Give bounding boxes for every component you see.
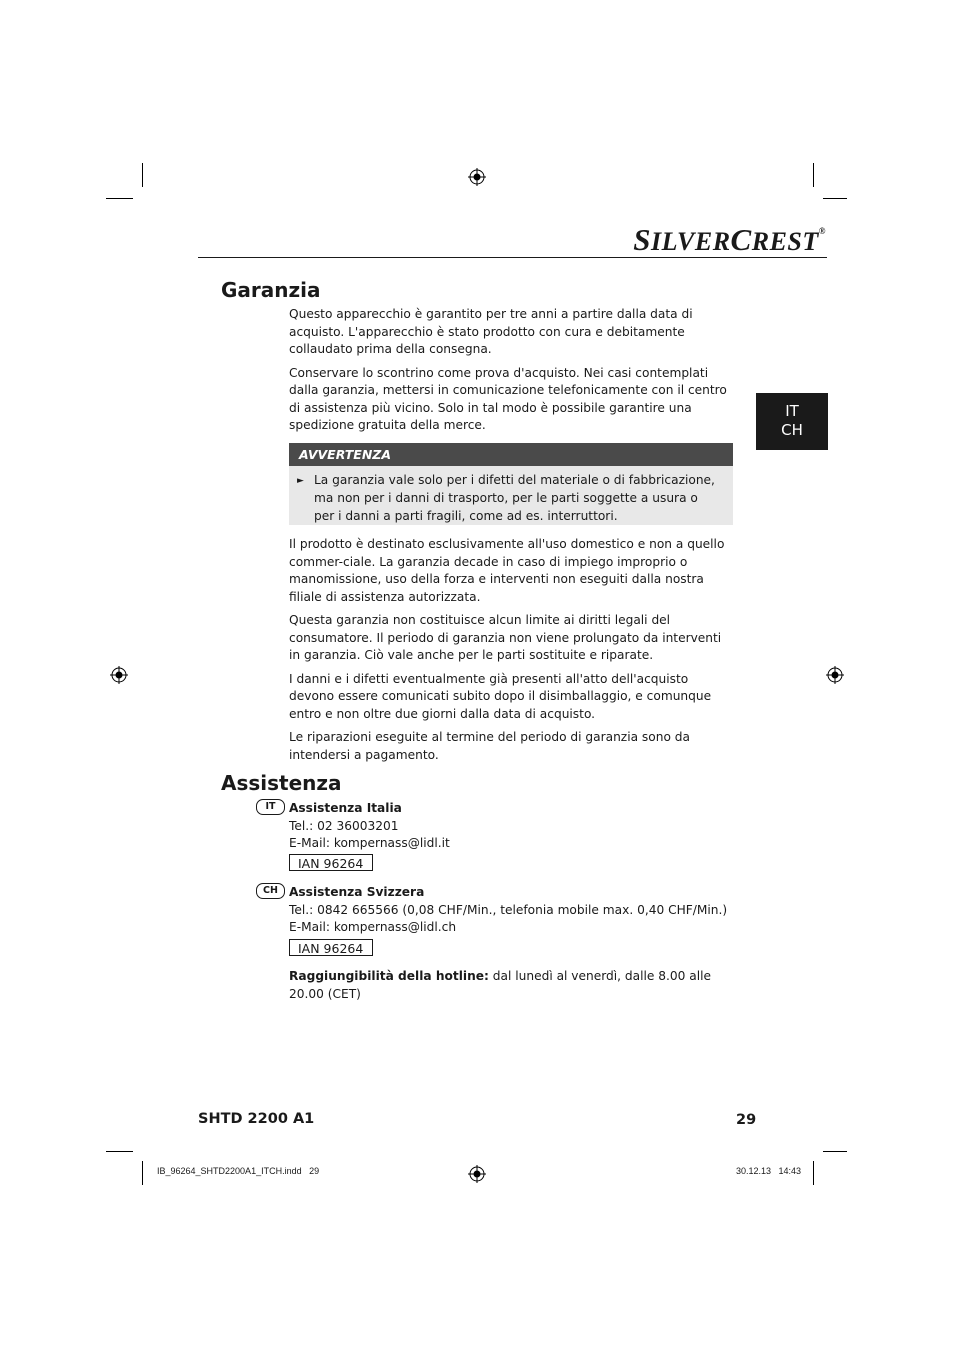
- paragraph: Questo apparecchio è garantito per tre anni a partire dalla data di acquisto. L'apparecchio è stato prodotto con cura e debitamente collaudato prima della consegna.: [289, 307, 693, 356]
- paragraph: Conservare lo scontrino come prova d'acquisto. Nei casi contemplati dalla garanzia, mettersi in comunicazione telefonicamente con il centro di assistenza più vicino. Solo in tal modo è possibile garantire una spedizione gratuita della merce.: [289, 365, 727, 432]
- paragraph: Questa garanzia non costituisce alcun limite ai diritti legali del consumatore. Il periodo di garanzia non viene prolungato da interventi in garanzia. Ciò vale anche per le parti sostituite e riparate.: [289, 613, 722, 662]
- crop-mark: [823, 198, 847, 199]
- service-svizzera: [289, 884, 749, 937]
- brand-logo: SILVERCREST®: [633, 222, 826, 257]
- crop-mark: [813, 163, 814, 187]
- language-tab-line: IT: [785, 402, 799, 420]
- crop-mark: [106, 1151, 133, 1152]
- hotline-label: Raggiungibilità della hotline:: [289, 969, 489, 983]
- ian-box: IAN 96264: [289, 854, 373, 871]
- warning-text: La garanzia vale solo per i difetti del materiale o di fabbricazione, ma non per i danni di trasporto, per le parti soggette a usura o per i danni a parti fragili, come ad es. interruttori.: [314, 473, 715, 523]
- section-title-assistenza: Assistenza: [221, 771, 342, 795]
- page-number: 29: [736, 1112, 757, 1128]
- hotline-text: dal lunedì al venerdì, dalle 8.00 alle 20.00 (CET): [289, 969, 712, 1001]
- paragraph: Il prodotto è destinato esclusivamente all'uso domestico e non a quello commer-ciale. La garanzia decade in caso di impiego improprio o manomissione, uso della forza e interventi non eseguiti dalla nostra filiale di assistenza autorizzata.: [289, 537, 725, 604]
- slug-date: 30.12.13 14:43: [736, 1166, 802, 1176]
- service-name: Assistenza Svizzera: [289, 885, 425, 899]
- garanzia-intro: [289, 306, 734, 441]
- garanzia-details: [289, 536, 734, 770]
- section-title-garanzia: Garanzia: [221, 278, 321, 302]
- service-name: Assistenza Italia: [289, 801, 402, 815]
- slug-file: IB_96264_SHTD2200A1_ITCH.indd 29: [157, 1166, 320, 1176]
- registration-mark-icon: [468, 1165, 486, 1183]
- hotline-info: [289, 968, 749, 1003]
- language-tab-line: CH: [781, 421, 803, 439]
- crop-mark: [823, 1151, 847, 1152]
- country-badge-it: IT: [256, 799, 285, 815]
- service-tel: Tel.: 0842 665566 (0,08 CHF/Min., telefonia mobile max. 0,40 CHF/Min.): [289, 902, 728, 917]
- registration-mark-icon: [826, 666, 844, 684]
- service-italia: [289, 800, 734, 853]
- service-email: E-Mail: kompernass@lidl.it: [289, 836, 450, 850]
- registration-mark-icon: [110, 666, 128, 684]
- crop-mark: [142, 1161, 143, 1185]
- service-tel: Tel.: 02 36003201: [289, 818, 399, 833]
- crop-mark: [106, 198, 133, 199]
- country-badge-ch: CH: [256, 883, 285, 899]
- paragraph: Le riparazioni eseguite al termine del periodo di garanzia sono da intendersi a pagamento.: [289, 730, 690, 762]
- crop-mark: [813, 1161, 814, 1185]
- warning-box: [289, 466, 733, 525]
- registration-mark-icon: [468, 168, 486, 186]
- warning-header: AVVERTENZA: [289, 443, 733, 466]
- model-name: SHTD 2200 A1: [198, 1111, 315, 1127]
- header-rule: [198, 257, 827, 258]
- ian-box: IAN 96264: [289, 939, 373, 956]
- service-email: E-Mail: kompernass@lidl.ch: [289, 920, 457, 934]
- language-tab: [756, 393, 828, 450]
- crop-mark: [142, 163, 143, 187]
- paragraph: I danni e i difetti eventualmente già presenti all'atto dell'acquisto devono essere comunicati subito dopo il disimballaggio, e comunque entro e non oltre due giorni dalla data di acquisto.: [289, 671, 712, 721]
- bullet-arrow-icon: ►: [297, 476, 304, 486]
